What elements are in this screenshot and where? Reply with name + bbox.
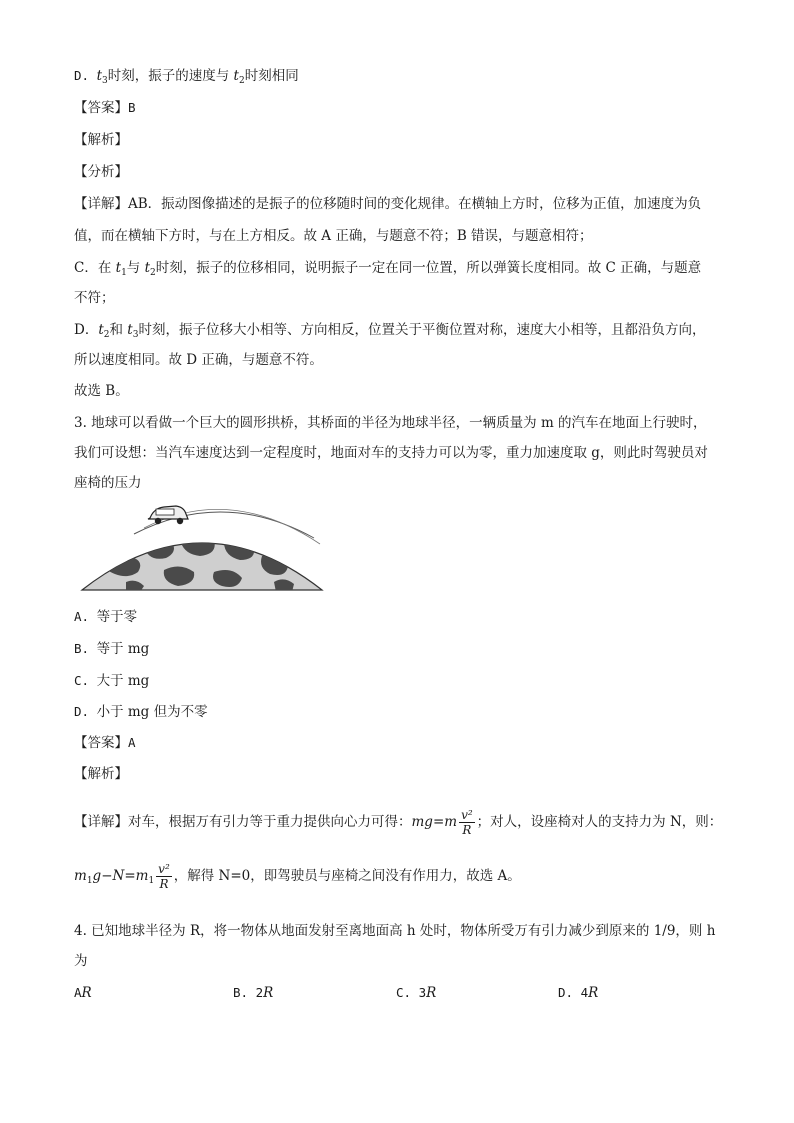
q3-option-c: C. 大于 mg (74, 673, 150, 689)
q2-answer: 【答案】B (74, 100, 136, 116)
q2-detail-line1: 【详解】AB．振动图像描述的是振子的位移随时间的变化规律。在横轴上方时，位移为正值，加速度为负 (74, 196, 702, 212)
q2-detail-d2: 所以速度相同。故 D 正确，与题意不符。 (74, 352, 323, 368)
q2-detail-d: D．$t_2$和 $t_3$时刻，振子位移大小相等、方向相反，位置关于平衡位置对称，速度大小相等，且都沿负方向， (74, 322, 706, 340)
q2-option-d: D. $t_3$时刻，振子的速度与 $t_2$时刻相同 (74, 68, 299, 86)
q3-answer: 【答案】A (74, 735, 136, 751)
car-icon (148, 506, 188, 524)
q3-option-b: B. 等于 mg (74, 641, 150, 657)
q2-conclusion: 故选 B。 (74, 383, 129, 399)
fraction-v2-over-r-2: $\frac{\text{v²}}{R}$ (158, 862, 170, 891)
q4-option-b: B. 2R (233, 985, 274, 1001)
answer-tag: 【答案】 (74, 735, 128, 751)
earth-arch-bridge-figure (74, 498, 330, 594)
q3-detail-line2: $m_1g-N=m_1$ $\frac{\text{v²}}{R}$ ，解得 N=0，即驾驶员与座椅之间没有作用力，故选 A。 (74, 862, 521, 891)
q3-stem-line2: 我们可设想：当汽车速度达到一定程度时，地面对车的支持力可以为零，重力加速度取 g，则此时驾驶员对 (74, 445, 708, 461)
q2-detail-c: C．在 $t_1$与 $t_2$时刻，振子的位移相同，说明振子一定在同一位置，所以弹簧长度相同。故 C 正确，与题意 (74, 260, 702, 278)
q4-option-a: AR (74, 985, 92, 1001)
q3-detail-line1: 【详解】对车，根据万有引力等于重力提供向心力可得：mg=m $\frac{\text{v²}}{R}$ ；对人，设座椅对人的支持力为 N，则： (74, 808, 723, 837)
answer-tag: 【答案】 (74, 100, 128, 116)
q4-stem-line1: 4. 已知地球半径为 R，将一物体从地面发射至离地面高 h 处时，物体所受万有引力减少到原来的 1/9，则 h (74, 923, 716, 939)
q3-stem-line3: 座椅的压力 (74, 475, 142, 491)
equation-left: mg=m (411, 814, 458, 830)
q3-analysis-tag: 【解析】 (74, 766, 128, 782)
q2-detail-c2: 不符； (74, 290, 115, 306)
q2-analysis-tag: 【解析】 (74, 132, 128, 148)
q2-detail-line2: 值，而在横轴下方时，与在上方相反。故 A 正确，与题意不符；B 错误，与题意相符； (74, 228, 593, 244)
q3-option-d: D. 小于 mg 但为不零 (74, 704, 208, 720)
q2-fenxi-tag: 【分析】 (74, 164, 128, 180)
q4-option-c: C. 3R (396, 985, 437, 1001)
fraction-v2-over-r: $\frac{\text{v²}}{R}$ (461, 808, 473, 837)
q3-stem-line1: 3. 地球可以看做一个巨大的圆形拱桥，其桥面的半径为地球半径，一辆质量为 m 的汽车在地面上行驶时， (74, 415, 707, 431)
q4-option-d: D. 4R (558, 985, 599, 1001)
q3-option-a: A. 等于零 (74, 609, 138, 625)
q4-stem-line2: 为 (74, 953, 88, 969)
